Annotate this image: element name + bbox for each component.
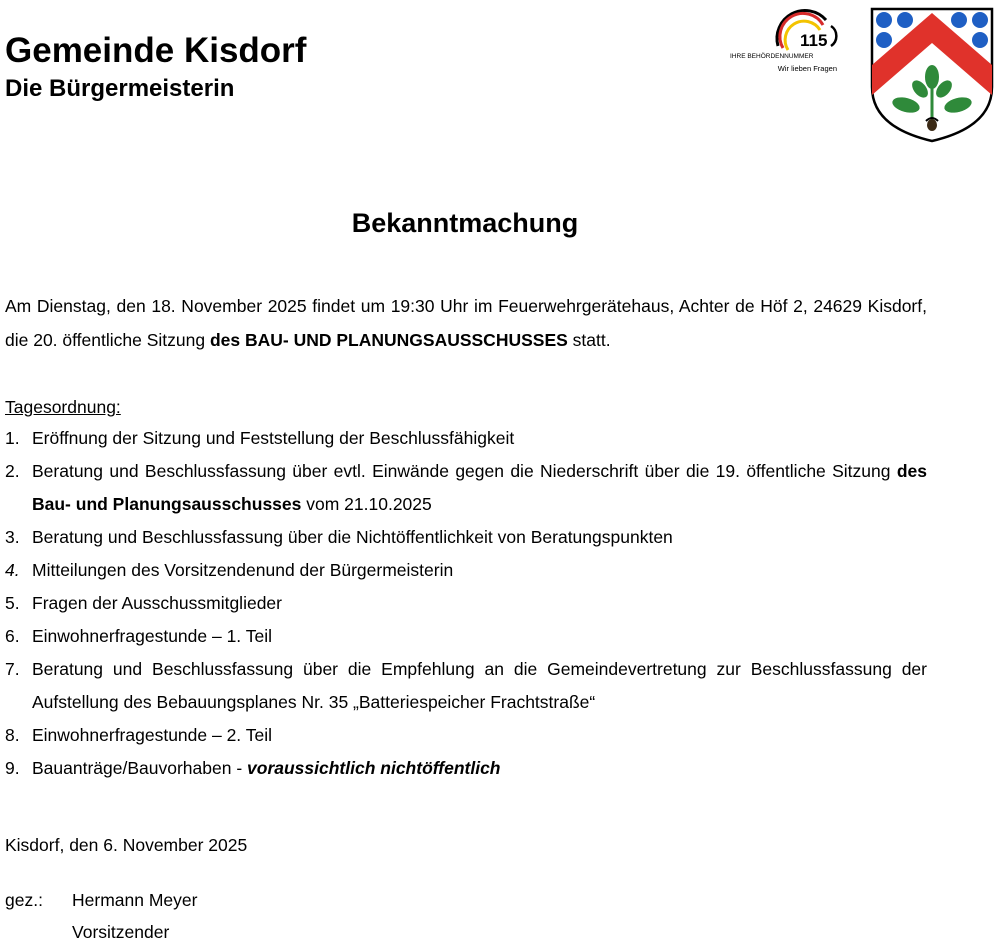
agenda-item-text: Beratung und Beschlussfassung über evtl. Einwände gegen die Niederschrift über die 19. öffentliche Sitzung bbox=[32, 461, 897, 481]
organization-name: Gemeinde Kisdorf bbox=[5, 31, 307, 70]
agenda-list bbox=[5, 422, 927, 785]
agenda-item-number: 7. bbox=[5, 659, 20, 679]
agenda-item-text: Beratung und Beschlussfassung über die Empfehlung an die Gemeindevertretung zur Beschlussfassung der Aufstellung des Bebauungsplanes Nr. 35 „Batteriespeicher Frachtstraße“ bbox=[32, 659, 927, 712]
document-title: Bekanntmachung bbox=[351, 208, 579, 238]
agenda-item-text: Einwohnerfragestunde – 1. Teil bbox=[32, 626, 272, 646]
signer-name: Hermann Meyer bbox=[72, 890, 198, 910]
agenda-item-number: 6. bbox=[5, 626, 20, 646]
agenda-item-number: 5. bbox=[5, 593, 20, 613]
agenda-item bbox=[5, 554, 927, 587]
agenda-item-text-end: vom 21.10.2025 bbox=[301, 494, 432, 514]
agenda-item-text: Bauanträge/Bauvorhaben - bbox=[32, 758, 248, 778]
signature-prefix: gez.: bbox=[5, 890, 43, 910]
agenda-item bbox=[5, 653, 927, 719]
agenda-item bbox=[5, 620, 927, 653]
agenda-item-number: 4. bbox=[5, 560, 20, 580]
agenda-item-text: Eröffnung der Sitzung und Feststellung der Beschlussfähigkeit bbox=[32, 428, 515, 448]
agenda-item-number: 1. bbox=[5, 428, 20, 448]
agenda-item-text: Mitteilungen des Vorsitzendenund der Bürgermeisterin bbox=[32, 560, 454, 580]
announcement-text-end: statt. bbox=[567, 330, 611, 350]
agenda-item bbox=[5, 587, 927, 620]
organization-subtitle: Die Bürgermeisterin bbox=[5, 75, 235, 102]
announcement-text: Am Dienstag, den 18. November 2025 findet um 19:30 Uhr im Feuerwehrgerätehaus, Achter de Höf 2, 24629 Kisdorf, die 20. öffentliche Sitzung bbox=[5, 296, 927, 350]
agenda-item bbox=[5, 422, 927, 455]
agenda-item-text: Fragen der Ausschussmitglieder bbox=[32, 593, 282, 613]
agenda-item-emphasis: voraussichtlich nichtöffentlich bbox=[247, 758, 501, 778]
agenda-item-number: 2. bbox=[5, 461, 20, 481]
agenda-item bbox=[5, 719, 927, 752]
agenda-item-number: 8. bbox=[5, 725, 20, 745]
announcement-paragraph bbox=[5, 289, 927, 357]
agenda-item-number: 9. bbox=[5, 758, 20, 778]
115-slogan: Wir lieben Fragen bbox=[777, 64, 837, 73]
agenda-item-text: Beratung und Beschlussfassung über die Nichtöffentlichkeit von Beratungspunkten bbox=[32, 527, 673, 547]
agenda-item bbox=[5, 455, 927, 521]
agenda-item-number: 3. bbox=[5, 527, 20, 547]
115-caption: IHRE BEHÖRDENNUMMER bbox=[730, 53, 814, 60]
115-number: 115 bbox=[800, 31, 828, 50]
behoerdennummer-115-logo bbox=[730, 6, 845, 76]
115-arc-icon bbox=[730, 6, 845, 56]
agenda-item bbox=[5, 521, 927, 554]
agenda-item-text: Einwohnerfragestunde – 2. Teil bbox=[32, 725, 272, 745]
agenda-item bbox=[5, 752, 927, 785]
place-and-date: Kisdorf, den 6. November 2025 bbox=[5, 835, 248, 855]
signer-role: Vorsitzender bbox=[72, 922, 170, 942]
municipal-coat-of-arms-icon bbox=[868, 5, 996, 145]
agenda-item-emphasis: des Bau- und Planungsausschusses bbox=[32, 461, 927, 514]
committee-name: des BAU- UND PLANUNGSAUSSCHUSSES bbox=[209, 330, 568, 350]
agenda-heading: Tagesordnung: bbox=[5, 397, 121, 417]
